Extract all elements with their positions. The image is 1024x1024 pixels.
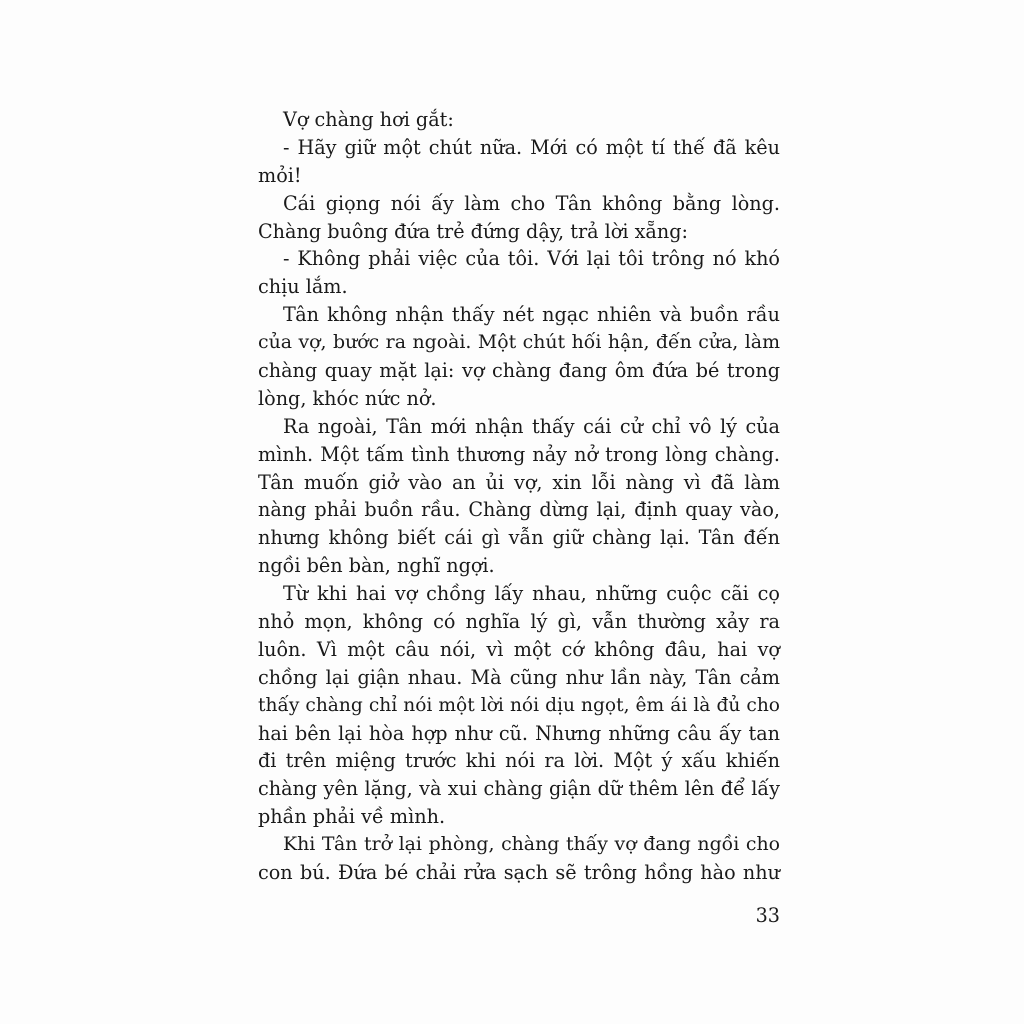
text-line: nhỏ mọn, không có nghĩa lý gì, vẫn thường xảy ra — [258, 610, 780, 634]
text-line: hai bên lại hòa hợp như cũ. Nhưng những câu ấy tan — [258, 721, 780, 745]
text-line: Tân không nhận thấy nét ngạc nhiên và buồn rầu — [283, 303, 780, 327]
text-line: chịu lắm. — [258, 275, 348, 299]
text-line: của vợ, bước ra ngoài. Một chút hối hận, đến cửa, làm — [258, 331, 780, 354]
body-text — [258, 106, 780, 887]
text-line: đi trên miệng trước khi nói ra lời. Một ý xấu khiến — [258, 749, 780, 773]
text-line: chàng quay mặt lại: vợ chàng đang ôm đứa bé trong — [258, 359, 780, 383]
text-line: - Không phải việc của tôi. Với lại tôi trông nó khó — [283, 247, 780, 271]
text-line: - Hãy giữ một chút nữa. Mới có một tí thế đã kêu — [283, 135, 780, 159]
text-line: Vợ chàng hơi gắt: — [283, 108, 454, 131]
text-line: Chàng buông đứa trẻ đứng dậy, trả lời xẵng: — [258, 219, 688, 243]
text-line: Từ khi hai vợ chồng lấy nhau, những cuộc cãi cọ — [283, 582, 780, 606]
text-line: mình. Một tấm tình thương nảy nở trong lòng chàng. — [258, 442, 780, 466]
text-line: Ra ngoài, Tân mới nhận thấy cái cử chỉ vô lý của — [283, 414, 780, 438]
text-line: Khi Tân trở lại phòng, chàng thấy vợ đang ngồi cho — [283, 833, 780, 856]
text-line: nàng phải buồn rầu. Chàng dừng lại, định quay vào, — [258, 498, 780, 522]
text-line: chồng lại giận nhau. Mà cũng như lần này, Tân cảm — [258, 665, 780, 689]
text-line: nhưng không biết cái gì vẫn giữ chàng lại. Tân đến — [258, 526, 780, 550]
text-line: Cái giọng nói ấy làm cho Tân không bằng lòng. — [283, 191, 780, 215]
text-line: lòng, khóc nức nở. — [258, 386, 437, 410]
text-line: chàng yên lặng, và xui chàng giận dữ thêm lên để lấy — [258, 777, 780, 801]
text-line: mỏi! — [258, 163, 302, 187]
text-line: phần phải về mình. — [258, 805, 446, 829]
text-line: luôn. Vì một câu nói, vì một cớ không đâu, hai vợ — [258, 637, 780, 661]
text-line: thấy chàng chỉ nói một lời nói dịu ngọt, êm ái là đủ cho — [258, 694, 780, 716]
text-line: ngồi bên bàn, nghĩ ngợi. — [258, 554, 495, 578]
text-line: Tân muốn giở vào an ủi vợ, xin lỗi nàng vì đã làm — [258, 470, 780, 494]
text-line: con bú. Đứa bé chải rửa sạch sẽ trông hồng hào như — [258, 861, 780, 885]
page-number: 33 — [755, 904, 780, 927]
